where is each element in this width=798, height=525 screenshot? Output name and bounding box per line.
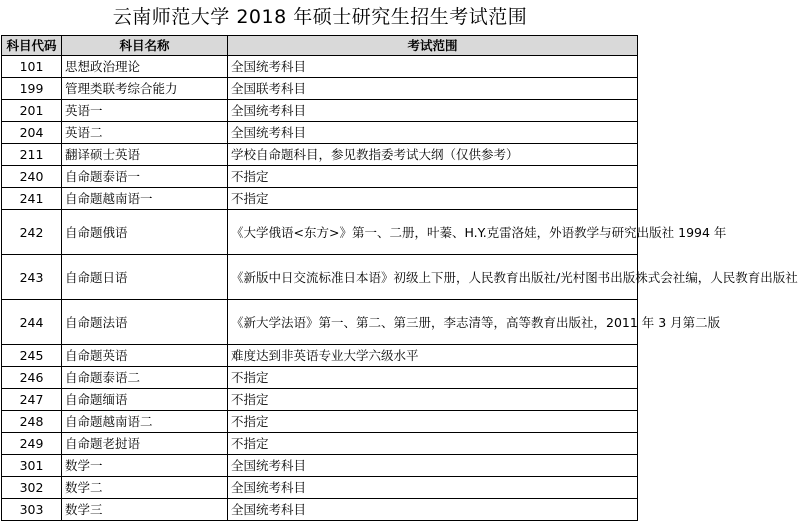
table-row [2, 433, 638, 455]
exam-range-cell: 难度达到非英语专业大学六级水平 [228, 345, 638, 367]
table-row [2, 300, 638, 345]
subject-code-cell: 301 [2, 455, 62, 477]
subject-name-cell: 英语一 [62, 100, 228, 122]
exam-range-cell: 全国统考科目 [228, 100, 638, 122]
exam-range-cell: 全国统考科目 [228, 122, 638, 144]
table-row [2, 411, 638, 433]
subject-code-cell: 302 [2, 477, 62, 499]
subject-code-cell: 101 [2, 56, 62, 78]
exam-range-cell: 不指定 [228, 389, 638, 411]
exam-range-cell: 全国统考科目 [228, 455, 638, 477]
table-row [2, 56, 638, 78]
exam-range-cell: 不指定 [228, 433, 638, 455]
subject-name-cell: 自命题英语 [62, 345, 228, 367]
subject-name-cell: 自命题泰语二 [62, 367, 228, 389]
table-row [2, 144, 638, 166]
subject-name-cell: 自命题俄语 [62, 210, 228, 255]
subject-code-cell: 240 [2, 166, 62, 188]
exam-range-cell: 全国统考科目 [228, 477, 638, 499]
subject-name-cell: 自命题越南语一 [62, 188, 228, 210]
subject-name-cell: 自命题越南语二 [62, 411, 228, 433]
subject-name-cell: 管理类联考综合能力 [62, 78, 228, 100]
subject-code-cell: 303 [2, 499, 62, 521]
table-row [2, 166, 638, 188]
exam-range-cell: 全国统考科目 [228, 56, 638, 78]
subject-code-cell: 244 [2, 300, 62, 345]
table-row [2, 122, 638, 144]
subject-name-cell: 自命题缅语 [62, 389, 228, 411]
subject-code-cell: 245 [2, 345, 62, 367]
exam-range-cell: 不指定 [228, 367, 638, 389]
exam-range-cell: 学校自命题科目，参见教指委考试大纲（仅供参考） [228, 144, 638, 166]
subject-name-cell: 自命题日语 [62, 255, 228, 300]
subject-name-cell: 自命题法语 [62, 300, 228, 345]
exam-range-cell: 不指定 [228, 411, 638, 433]
table-row [2, 345, 638, 367]
subject-name-cell: 数学三 [62, 499, 228, 521]
subject-code-cell: 241 [2, 188, 62, 210]
exam-range-cell: 全国统考科目 [228, 499, 638, 521]
exam-range-cell: 《大学俄语<东方>》第一、二册，叶蓁、H.Y.克雷洛娃，外语教学与研究出版社 1994 年 [228, 210, 638, 255]
table-row [2, 100, 638, 122]
subject-code-cell: 247 [2, 389, 62, 411]
subject-code-cell: 211 [2, 144, 62, 166]
subject-name-cell: 翻译硕士英语 [62, 144, 228, 166]
exam-scope-table [1, 35, 798, 521]
table-row [2, 389, 638, 411]
table-row [2, 78, 638, 100]
exam-range-cell: 不指定 [228, 166, 638, 188]
table-row [2, 255, 638, 300]
subject-name-cell: 自命题老挝语 [62, 433, 228, 455]
page-title: 云南师范大学 2018 年硕士研究生招生考试范围 [112, 6, 528, 28]
table-row [2, 477, 638, 499]
subject-code-cell: 246 [2, 367, 62, 389]
table-row [2, 499, 638, 521]
subject-name-cell: 思想政治理论 [62, 56, 228, 78]
exam-range-cell: 全国联考科目 [228, 78, 638, 100]
header-exam-range: 考试范围 [228, 36, 638, 56]
subject-code-cell: 201 [2, 100, 62, 122]
table-row [2, 367, 638, 389]
subject-code-cell: 249 [2, 433, 62, 455]
subject-code-cell: 204 [2, 122, 62, 144]
exam-range-cell: 不指定 [228, 188, 638, 210]
subject-name-cell: 英语二 [62, 122, 228, 144]
header-subject-name: 科目名称 [62, 36, 228, 56]
subject-name-cell: 数学二 [62, 477, 228, 499]
exam-range-cell: 《新版中日交流标准日本语》初级上下册，人民教育出版社/光村图书出版株式会社编，人民教育出版社 [228, 255, 638, 300]
subject-name-cell: 数学一 [62, 455, 228, 477]
table-row [2, 210, 638, 255]
table-row [2, 188, 638, 210]
subject-code-cell: 199 [2, 78, 62, 100]
header-subject-code: 科目代码 [2, 36, 62, 56]
subject-code-cell: 243 [2, 255, 62, 300]
subject-code-cell: 248 [2, 411, 62, 433]
exam-range-cell: 《新大学法语》第一、第二、第三册，李志清等，高等教育出版社，2011 年 3 月第二版 [228, 300, 638, 345]
subject-code-cell: 242 [2, 210, 62, 255]
subject-name-cell: 自命题泰语一 [62, 166, 228, 188]
table-row [2, 455, 638, 477]
table-header-row [2, 36, 638, 56]
